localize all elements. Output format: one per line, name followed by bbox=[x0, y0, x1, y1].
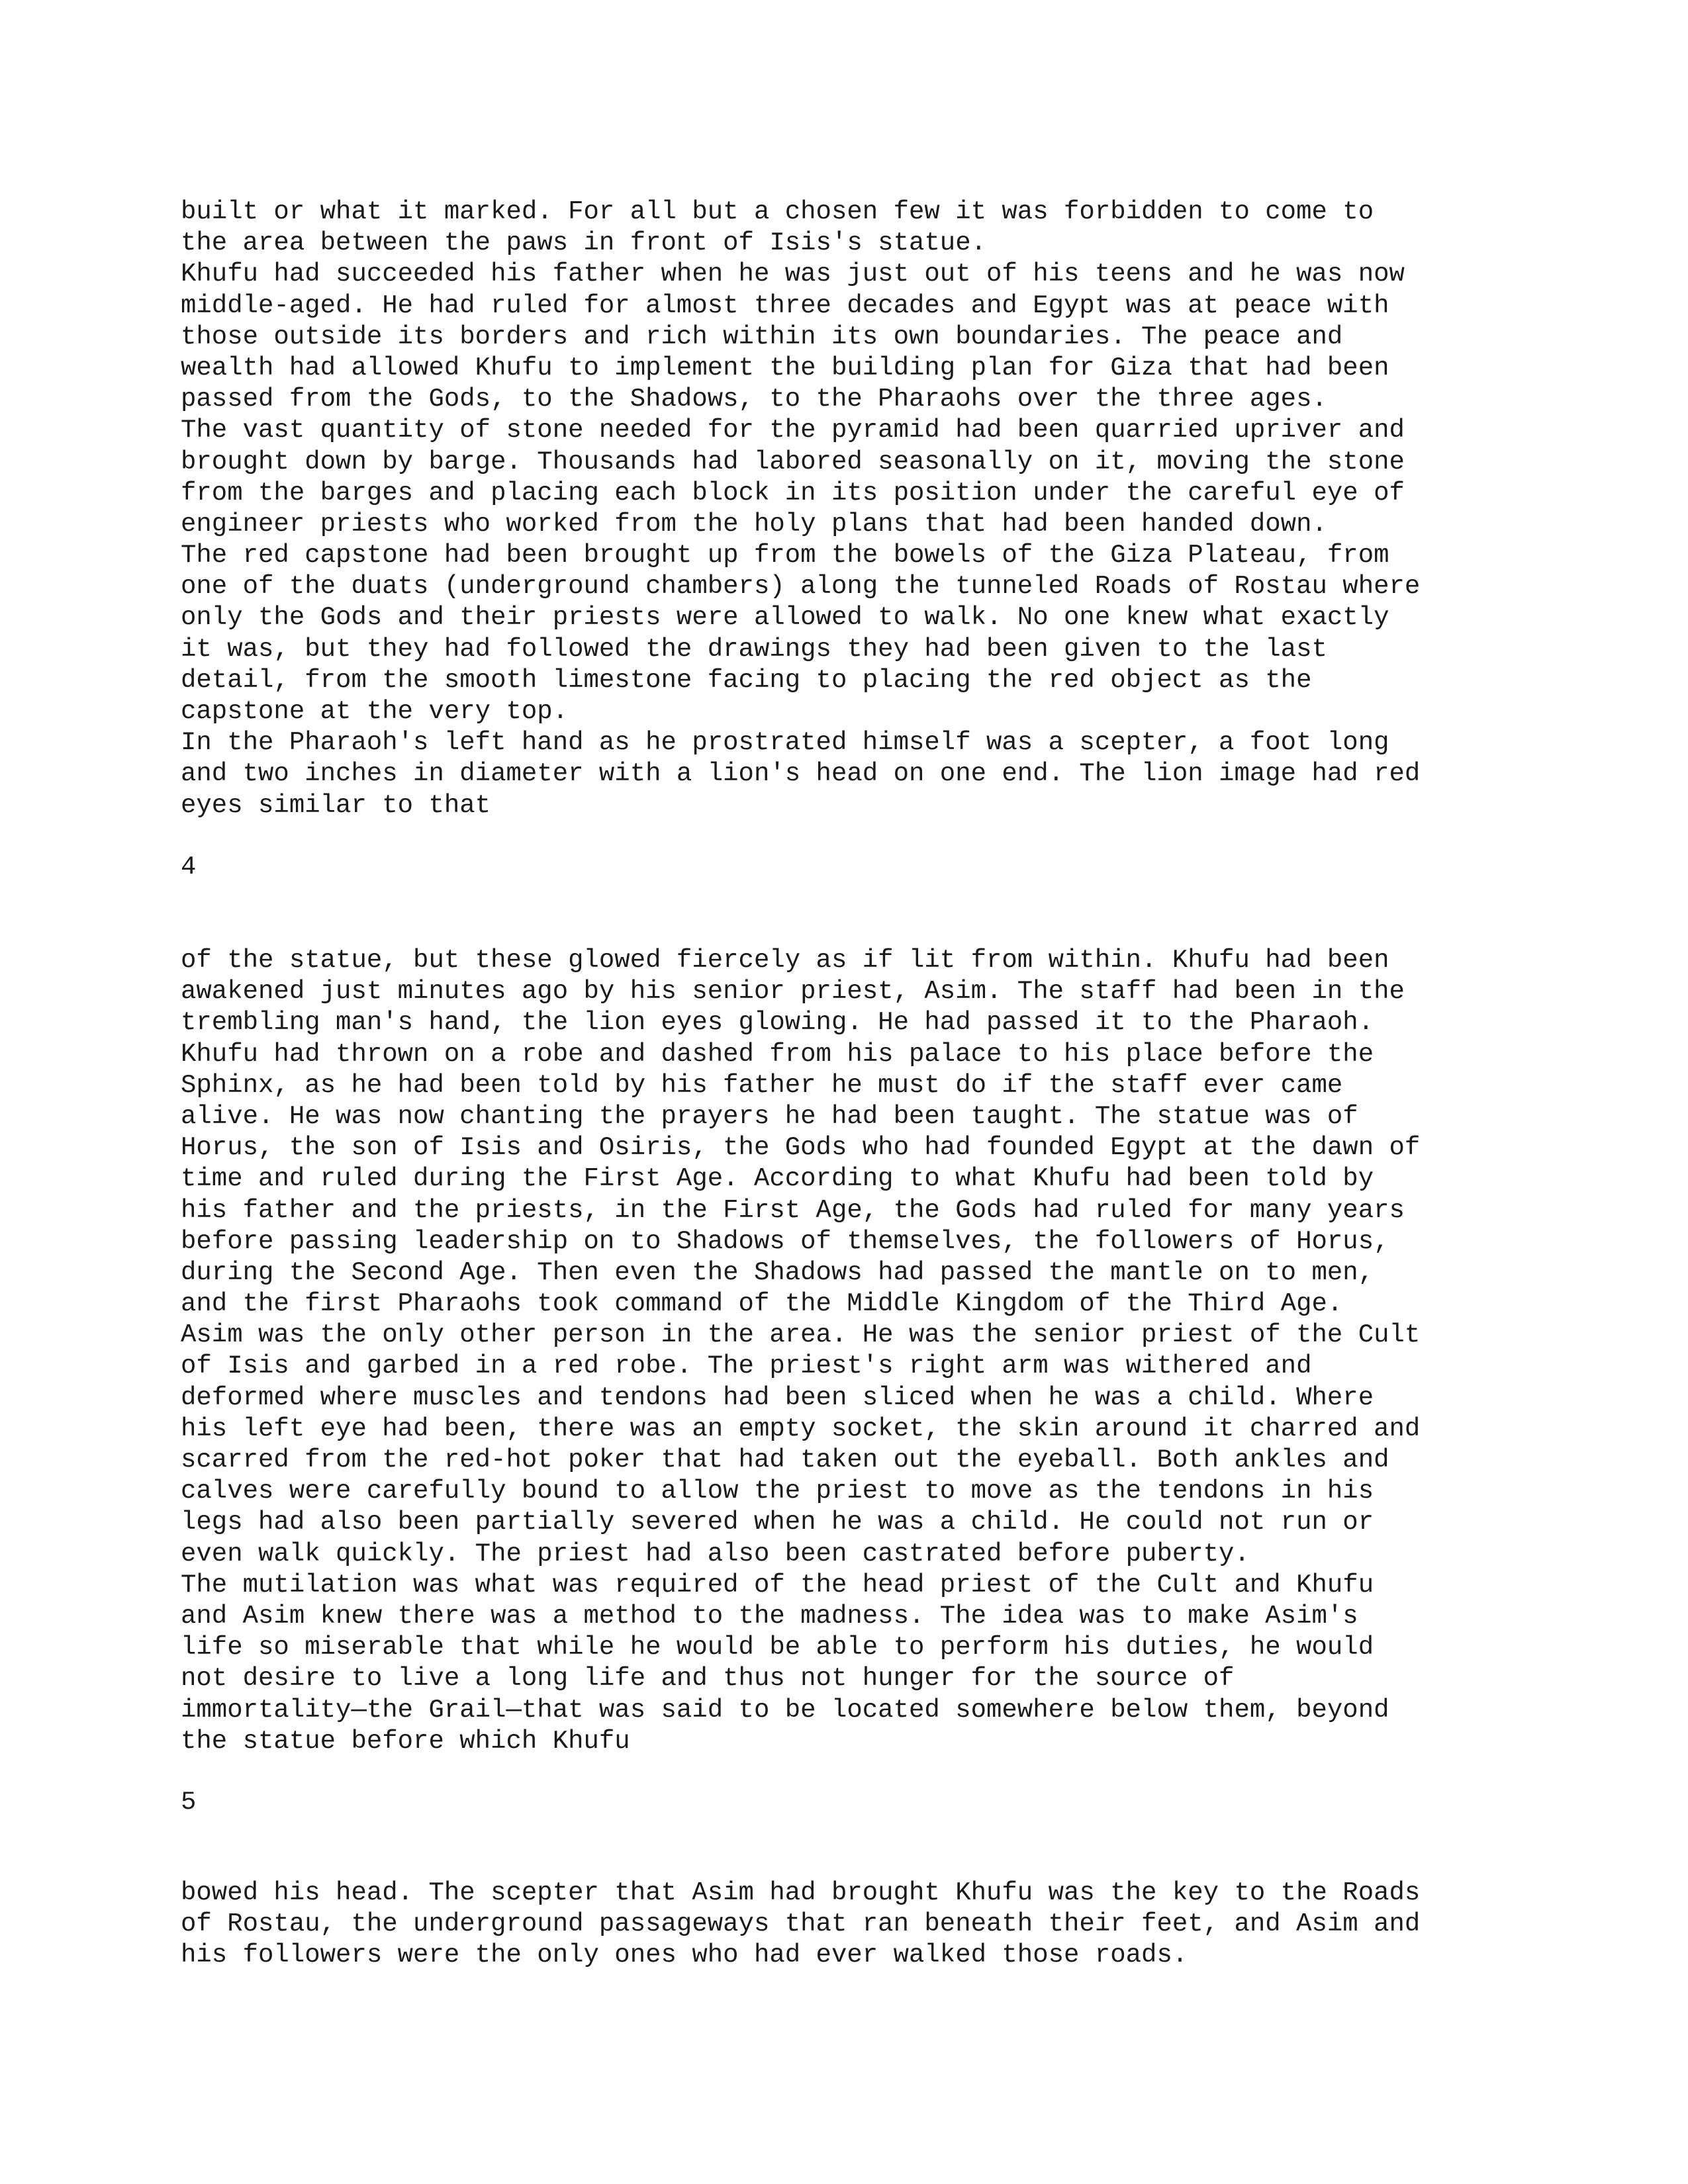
text-line: Asim was the only other person in the area. He was the senior priest of the Cult bbox=[181, 1320, 1421, 1350]
text-line: of Isis and garbed in a red robe. The priest's right arm was withered and bbox=[181, 1351, 1312, 1381]
text-line: his followers were the only ones who had ever walked those roads. bbox=[181, 1940, 1188, 1970]
text-line: the statue before which Khufu bbox=[181, 1726, 630, 1756]
text-line: one of the duats (underground chambers) along the tunneled Roads of Rostau where bbox=[181, 572, 1421, 602]
text-line: his left eye had been, there was an empty socket, the skin around it charred and bbox=[181, 1414, 1421, 1443]
text-line: of Rostau, the underground passageways that ran beneath their feet, and Asim and bbox=[181, 1909, 1421, 1939]
page-number-text: 4 bbox=[181, 852, 197, 882]
text-line: immortality—the Grail—that was said to be located somewhere below them, beyond bbox=[181, 1695, 1389, 1725]
text-line: The vast quantity of stone needed for the pyramid had been quarried upriver and bbox=[181, 416, 1405, 445]
text-line: In the Pharaoh's left hand as he prostrated himself was a scepter, a foot long bbox=[181, 728, 1389, 758]
text-line: built or what it marked. For all but a chosen few it was forbidden to come to bbox=[181, 197, 1374, 226]
text-line: before passing leadership on to Shadows of themselves, the followers of Horus, bbox=[181, 1226, 1389, 1256]
text-line: and Asim knew there was a method to the madness. The idea was to make Asim's bbox=[181, 1601, 1358, 1631]
text-line: The mutilation was what was required of the head priest of the Cult and Khufu bbox=[181, 1570, 1374, 1600]
text-line: scarred from the red-hot poker that had taken out the eyeball. Both ankles and bbox=[181, 1445, 1389, 1475]
text-line: middle-aged. He had ruled for almost three decades and Egypt was at peace with bbox=[181, 291, 1389, 320]
text-line: Khufu had thrown on a robe and dashed from his palace to his place before the bbox=[181, 1039, 1374, 1069]
text-line: even walk quickly. The priest had also been castrated before puberty. bbox=[181, 1539, 1250, 1569]
text-line: brought down by barge. Thousands had labored seasonally on it, moving the stone bbox=[181, 447, 1405, 477]
text-line: detail, from the smooth limestone facing to placing the red object as the bbox=[181, 665, 1312, 695]
text-line: The red capstone had been brought up from the bowels of the Giza Plateau, from bbox=[181, 541, 1389, 570]
text-line: from the barges and placing each block in its position under the careful eye of bbox=[181, 478, 1405, 508]
text-line: Horus, the son of Isis and Osiris, the Gods who had founded Egypt at the dawn of bbox=[181, 1133, 1421, 1163]
text-line: alive. He was now chanting the prayers he had been taught. The statue was of bbox=[181, 1101, 1358, 1131]
text-line: time and ruled during the First Age. According to what Khufu had been told by bbox=[181, 1164, 1374, 1194]
text-line: it was, but they had followed the drawings they had been given to the last bbox=[181, 634, 1327, 664]
text-line: Khufu had succeeded his father when he was just out of his teens and he was now bbox=[181, 259, 1405, 289]
text-line: capstone at the very top. bbox=[181, 697, 569, 726]
text-block-page-4 bbox=[181, 197, 1670, 821]
page-number bbox=[181, 1787, 1670, 1818]
text-line: those outside its borders and rich within its own boundaries. The peace and bbox=[181, 322, 1343, 351]
text-line: life so miserable that while he would be able to perform his duties, he would bbox=[181, 1633, 1374, 1662]
text-line: Sphinx, as he had been told by his father he must do if the staff ever came bbox=[181, 1070, 1343, 1100]
text-line: calves were carefully bound to allow the priest to move as the tendons in his bbox=[181, 1477, 1374, 1506]
text-line: trembling man's hand, the lion eyes glowing. He had passed it to the Pharaoh. bbox=[181, 1008, 1374, 1038]
text-line: his father and the priests, in the First Age, the Gods had ruled for many years bbox=[181, 1195, 1405, 1225]
page-number bbox=[181, 852, 1670, 883]
text-line: engineer priests who worked from the holy plans that had been handed down. bbox=[181, 509, 1327, 539]
text-line: passed from the Gods, to the Shadows, to the Pharaohs over the three ages. bbox=[181, 385, 1327, 414]
text-line: and two inches in diameter with a lion's head on one end. The lion image had red bbox=[181, 759, 1421, 789]
text-line: only the Gods and their priests were allowed to walk. No one knew what exactly bbox=[181, 603, 1389, 633]
text-line: deformed where muscles and tendons had been sliced when he was a child. Where bbox=[181, 1383, 1374, 1412]
text-line: of the statue, but these glowed fiercely as if lit from within. Khufu had been bbox=[181, 946, 1389, 975]
text-line: bowed his head. The scepter that Asim had brought Khufu was the key to the Roads bbox=[181, 1878, 1421, 1907]
text-line: legs had also been partially severed when he was a child. He could not run or bbox=[181, 1508, 1374, 1537]
text-line: and the first Pharaohs took command of the Middle Kingdom of the Third Age. bbox=[181, 1289, 1343, 1319]
text-line: awakened just minutes ago by his senior priest, Asim. The staff had been in the bbox=[181, 977, 1405, 1007]
text-block-page-5 bbox=[181, 945, 1670, 1757]
text-line: eyes similar to that bbox=[181, 790, 491, 820]
text-block-page-6 bbox=[181, 1878, 1670, 1972]
text-line: during the Second Age. Then even the Shadows had passed the mantle on to men, bbox=[181, 1257, 1374, 1287]
text-line: not desire to live a long life and thus not hunger for the source of bbox=[181, 1664, 1235, 1694]
text-line: wealth had allowed Khufu to implement the building plan for Giza that had been bbox=[181, 353, 1389, 383]
page-number-text: 5 bbox=[181, 1788, 197, 1817]
text-line: the area between the paws in front of Isis's statue. bbox=[181, 228, 986, 258]
